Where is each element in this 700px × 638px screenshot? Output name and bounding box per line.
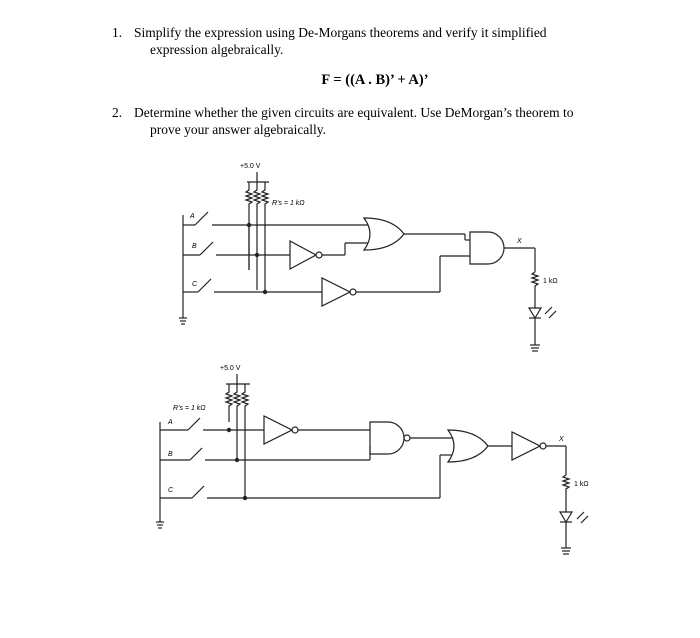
- input-label-b: B: [168, 451, 173, 458]
- led: [560, 512, 572, 522]
- input-label-b: B: [192, 243, 197, 250]
- not-gate-2: [512, 432, 540, 460]
- resistor-label: R’s = 1 kΩ: [272, 200, 305, 207]
- led-resistor: [532, 272, 538, 300]
- switch-c: [192, 486, 204, 498]
- switch-b: [200, 242, 213, 255]
- question-number: 2.: [112, 105, 123, 120]
- question-text-line1: Determine whether the given circuits are equivalent. Use DeMorgan’s theorem to: [134, 105, 574, 120]
- switch-a: [188, 418, 200, 430]
- not-gate-1: [264, 416, 292, 444]
- resistor-b: [254, 182, 260, 290]
- question-number: 1.: [112, 25, 123, 40]
- circuit-1: [179, 163, 558, 351]
- input-label-a: A: [168, 419, 173, 426]
- question-text-line1: Simplify the expression using De-Morgans theorems and verify it simplified: [134, 25, 547, 40]
- and-gate: [470, 232, 504, 264]
- input-label-c: C: [168, 487, 174, 494]
- switch-a: [195, 212, 208, 225]
- question-text-line2: prove your answer algebraically.: [150, 122, 327, 137]
- input-label-c: C: [192, 281, 198, 288]
- output-label: X: [517, 238, 522, 245]
- or-gate: [364, 218, 404, 250]
- input-label-a: A: [190, 213, 195, 220]
- resistor-c: [262, 182, 268, 250]
- resistor-label: R’s = 1 kΩ: [173, 405, 206, 412]
- switch-c: [198, 279, 211, 292]
- supply-label: +5.0 V: [240, 163, 261, 170]
- and-gate: [370, 422, 404, 454]
- or-gate: [448, 430, 488, 462]
- switch-b: [190, 448, 202, 460]
- not-gate-1: [290, 241, 316, 269]
- question-text-line2: expression algebraically.: [150, 42, 284, 57]
- not-gate-2: [322, 278, 350, 306]
- led-resistor: [563, 475, 569, 505]
- circuit-2: [156, 365, 589, 554]
- led: [529, 308, 541, 318]
- resistor-a: [226, 384, 232, 422]
- led-resistor-label: 1 kΩ: [543, 278, 558, 285]
- supply-label: +5.0 V: [220, 365, 241, 372]
- output-label: X: [559, 436, 564, 443]
- resistor-c: [242, 384, 248, 498]
- led-resistor-label: 1 kΩ: [574, 481, 589, 488]
- resistor-b: [234, 384, 240, 460]
- boolean-expression: F = ((A . B)’ + A)’: [321, 72, 429, 88]
